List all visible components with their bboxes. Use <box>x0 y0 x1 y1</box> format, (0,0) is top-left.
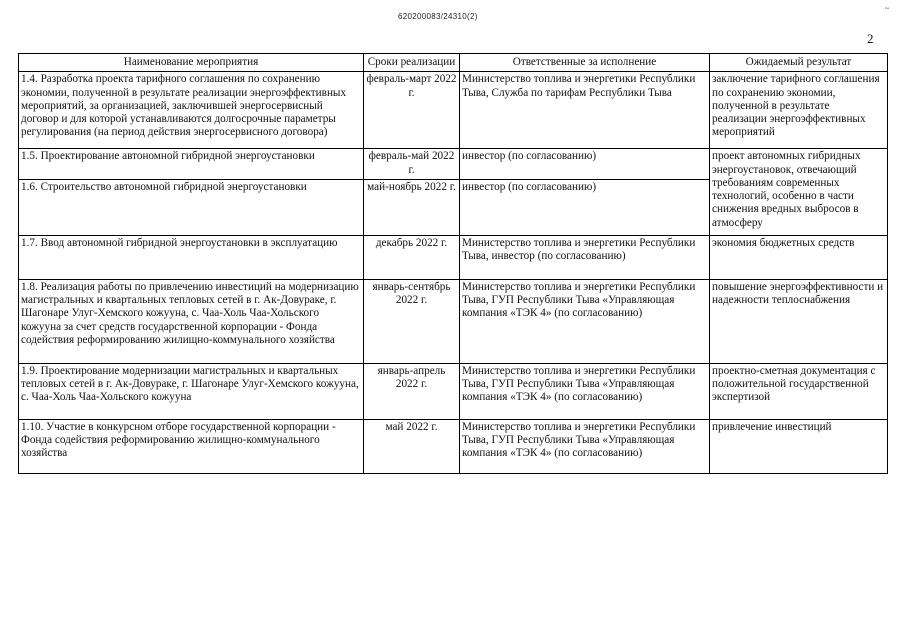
cell-responsible: Министерство топлива и энергетики Республики Тыва, инвестор (по согласованию) <box>460 235 710 279</box>
table-row <box>19 419 888 473</box>
cell-responsible: Министерство топлива и энергетики Республики Тыва, ГУП Республики Тыва «Управляющая компания «ТЭК 4» (по согласованию) <box>460 279 710 363</box>
table-row <box>19 72 888 149</box>
column-header-result: Ожидаемый результат <box>710 54 888 72</box>
cell-result: проектно-сметная документация с положительной государственной экспертизой <box>710 363 888 419</box>
table-header-row <box>19 54 888 72</box>
cell-responsible: Министерство топлива и энергетики Республики Тыва, ГУП Республики Тыва «Управляющая компания «ТЭК 4» (по согласованию) <box>460 419 710 473</box>
table-row <box>19 149 888 180</box>
column-header-responsible: Ответственные за исполнение <box>460 54 710 72</box>
document-code: 620200083/24310(2) <box>398 12 478 21</box>
cell-term: январь-апрель 2022 г. <box>364 363 460 419</box>
cell-result: повышение энергоэффективности и надежности теплоснабжения <box>710 279 888 363</box>
cell-term: февраль-март 2022 г. <box>364 72 460 149</box>
measures-table <box>18 53 888 474</box>
table-row <box>19 235 888 279</box>
cell-term: май-ноябрь 2022 г. <box>364 179 460 235</box>
column-header-term: Сроки реализации <box>364 54 460 72</box>
column-header-name: Наименование мероприятия <box>19 54 364 72</box>
cell-name: 1.5. Проектирование автономной гибридной энергоустановки <box>19 149 364 180</box>
table-row <box>19 363 888 419</box>
cell-name: 1.10. Участие в конкурсном отборе государственной корпорации - Фонда содействия реформированию жилищно-коммунального хозяйства <box>19 419 364 473</box>
cell-result: привлечение инвестиций <box>710 419 888 473</box>
page-number: 2 <box>867 31 874 46</box>
cell-responsible: инвестор (по согласованию) <box>460 179 710 235</box>
cell-result: заключение тарифного соглашения по сохранению экономии, полученной в результате реализации энергоэффективных мероприятий <box>710 72 888 149</box>
cell-name: 1.4. Разработка проекта тарифного соглашения по сохранению экономии, полученной в результате реализации энергоэффективных мероприятий, за организацией, заключившей энергосервисный договор и для которой устанавливаются долгосрочные параметры регулирования (на период действия энергосервисного договора) <box>19 72 364 149</box>
cell-term: январь-сентябрь 2022 г. <box>364 279 460 363</box>
cell-responsible: Министерство топлива и энергетики Республики Тыва, Служба по тарифам Республики Тыва <box>460 72 710 149</box>
cell-result: проект автономных гибридных энергоустановок, отвечающий требованиям современных технологий, особенно в части снижения вредных выбросов в атмосферу <box>710 149 888 236</box>
cell-responsible: Министерство топлива и энергетики Республики Тыва, ГУП Республики Тыва «Управляющая компания «ТЭК 4» (по согласованию) <box>460 363 710 419</box>
cell-responsible: инвестор (по согласованию) <box>460 149 710 180</box>
cell-result: экономия бюджетных средств <box>710 235 888 279</box>
cell-name: 1.9. Проектирование модернизации магистральных и квартальных тепловых сетей в г. Ак-Довураке, г. Шагонаре Улуг-Хемского кожууна, с. Чаа-Холь Чаа-Хольского кожууна <box>19 363 364 419</box>
cell-name: 1.7. Ввод автономной гибридной энергоустановки в эксплуатацию <box>19 235 364 279</box>
cell-term: декабрь 2022 г. <box>364 235 460 279</box>
cell-term: май 2022 г. <box>364 419 460 473</box>
cell-term: февраль-май 2022 г. <box>364 149 460 180</box>
cell-name: 1.6. Строительство автономной гибридной энергоустановки <box>19 179 364 235</box>
corner-mark: ~ <box>885 4 890 13</box>
cell-name: 1.8. Реализация работы по привлечению инвестиций на модернизацию магистральных и квартальных тепловых сетей в г. Ак-Довураке, г. Шагонаре Улуг-Хемского кожууна, с. Чаа-Холь Чаа-Хольского кожууна за счет средств государственной корпорации - Фонда содействия реформированию жилищно-коммунального хозяйства <box>19 279 364 363</box>
table-row <box>19 279 888 363</box>
